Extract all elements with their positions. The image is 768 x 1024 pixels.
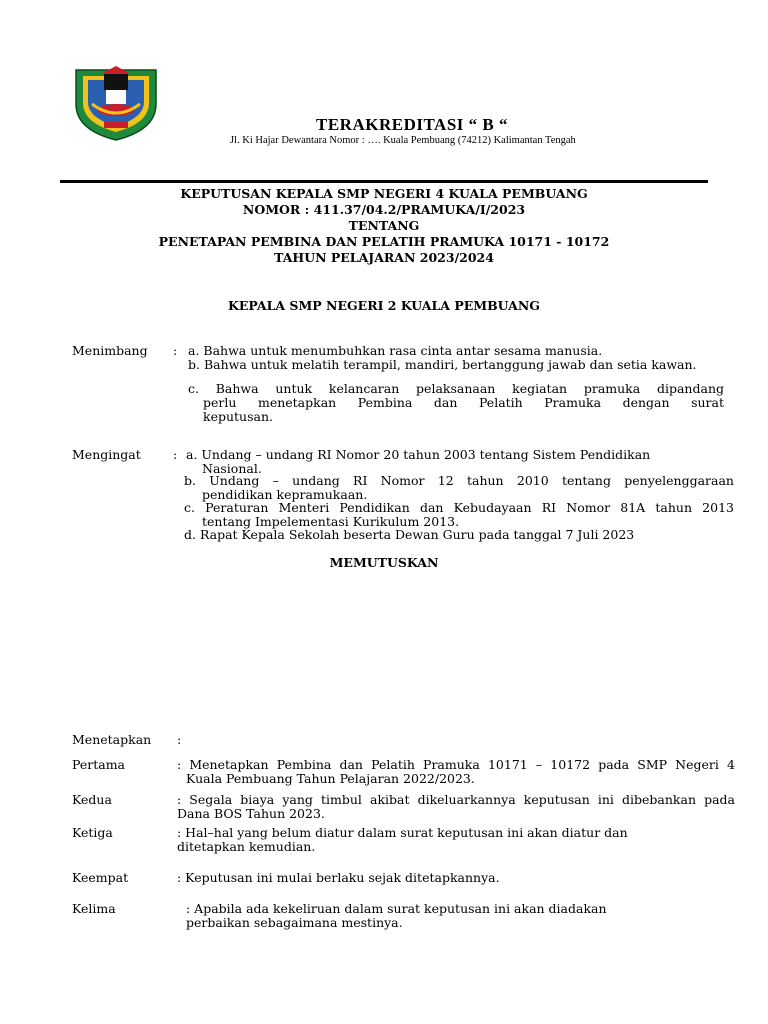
decree-title: KEPUTUSAN KEPALA SMP NEGERI 4 KUALA PEMBUANG	[180, 186, 588, 201]
kelima-line1: : Apabila ada kekeliruan dalam surat keputusan ini akan diadakan	[186, 901, 607, 916]
kedua-line1: : Segala biaya yang timbul akibat dikeluarkannya keputusan ini dibebankan pada	[177, 792, 735, 807]
ketiga-line1: : Hal–hal yang belum diatur dalam surat keputusan ini akan diatur dan	[177, 825, 628, 840]
pertama-line2: Kuala Pembuang Tahun Pelajaran 2022/2023.	[186, 771, 475, 786]
kedua-line2: Dana BOS Tahun 2023.	[177, 806, 325, 821]
regency-emblem-logo	[70, 60, 162, 142]
decree-number: NOMOR : 411.37/04.2/PRAMUKA/I/2023	[242, 202, 526, 217]
menimbang-item-c-line2: perlu menetapkan Pembina dan Pelatih Pramuka dengan surat	[203, 395, 724, 410]
mengingat-label: Mengingat	[72, 447, 141, 462]
menetapkan-colon: :	[177, 732, 182, 747]
mengingat-item-a-line2: Nasional.	[202, 461, 262, 476]
decree-subject: PENETAPAN PEMBINA DAN PELATIH PRAMUKA 10171 - 10172	[158, 234, 610, 249]
mengingat-item-b-line1: b. Undang – undang RI Nomor 12 tahun 2010 tentang penyelenggaraan	[184, 473, 734, 488]
kelima-line2: perbaikan sebagaimana mestinya.	[186, 915, 403, 930]
mengingat-item-c-line1: c. Peraturan Menteri Pendidikan dan Kebudayaan RI Nomor 81A tahun 2013	[184, 500, 734, 515]
accreditation-title: TERAKREDITASI “ B “	[316, 115, 508, 134]
menetapkan-label: Menetapkan	[72, 732, 152, 747]
mengingat-item-c-line2: tentang Impelementasi Kurikulum 2013.	[202, 514, 460, 529]
mengingat-item-d: d. Rapat Kepala Sekolah beserta Dewan Guru pada tanggal 7 Juli 2023	[184, 527, 635, 542]
decree-signer: KEPALA SMP NEGERI 2 KUALA PEMBUANG	[228, 298, 540, 313]
menimbang-item-a: a. Bahwa untuk menumbuhkan rasa cinta antar sesama manusia.	[188, 343, 603, 358]
keempat-line1: : Keputusan ini mulai berlaku sejak ditetapkannya.	[177, 870, 500, 885]
kelima-label: Kelima	[72, 901, 116, 916]
pertama-label: Pertama	[72, 757, 126, 772]
school-address: Jl. Ki Hajar Dewantara Nomor : …. Kuala Pembuang (74212) Kalimantan Tengah	[230, 135, 576, 146]
mengingat-colon: :	[173, 447, 178, 462]
menimbang-item-c-line1: c. Bahwa untuk kelancaran pelaksanaan kegiatan pramuka dipandang	[188, 381, 724, 396]
memutuskan-heading: MEMUTUSKAN	[329, 555, 439, 570]
menimbang-item-b: b. Bahwa untuk melatih terampil, mandiri, bertanggung jawab dan setia kawan.	[188, 357, 697, 372]
kedua-label: Kedua	[72, 792, 112, 807]
keempat-label: Keempat	[72, 870, 129, 885]
menimbang-colon: :	[173, 343, 178, 358]
decree-school-year: TAHUN PELAJARAN 2023/2024	[274, 250, 494, 265]
menimbang-label: Menimbang	[72, 343, 148, 358]
ketiga-line2: ditetapkan kemudian.	[177, 839, 316, 854]
mengingat-item-b-line2: pendidikan kepramukaan.	[202, 487, 368, 502]
letterhead-divider	[60, 180, 708, 183]
decree-about-label: TENTANG	[348, 218, 420, 233]
mengingat-item-a-line1: a. Undang – undang RI Nomor 20 tahun 2003 tentang Sistem Pendidikan	[186, 447, 651, 462]
pertama-line1: : Menetapkan Pembina dan Pelatih Pramuka 10171 – 10172 pada SMP Negeri 4	[177, 757, 735, 772]
ketiga-label: Ketiga	[72, 825, 113, 840]
menimbang-item-c-line3: keputusan.	[203, 409, 273, 424]
